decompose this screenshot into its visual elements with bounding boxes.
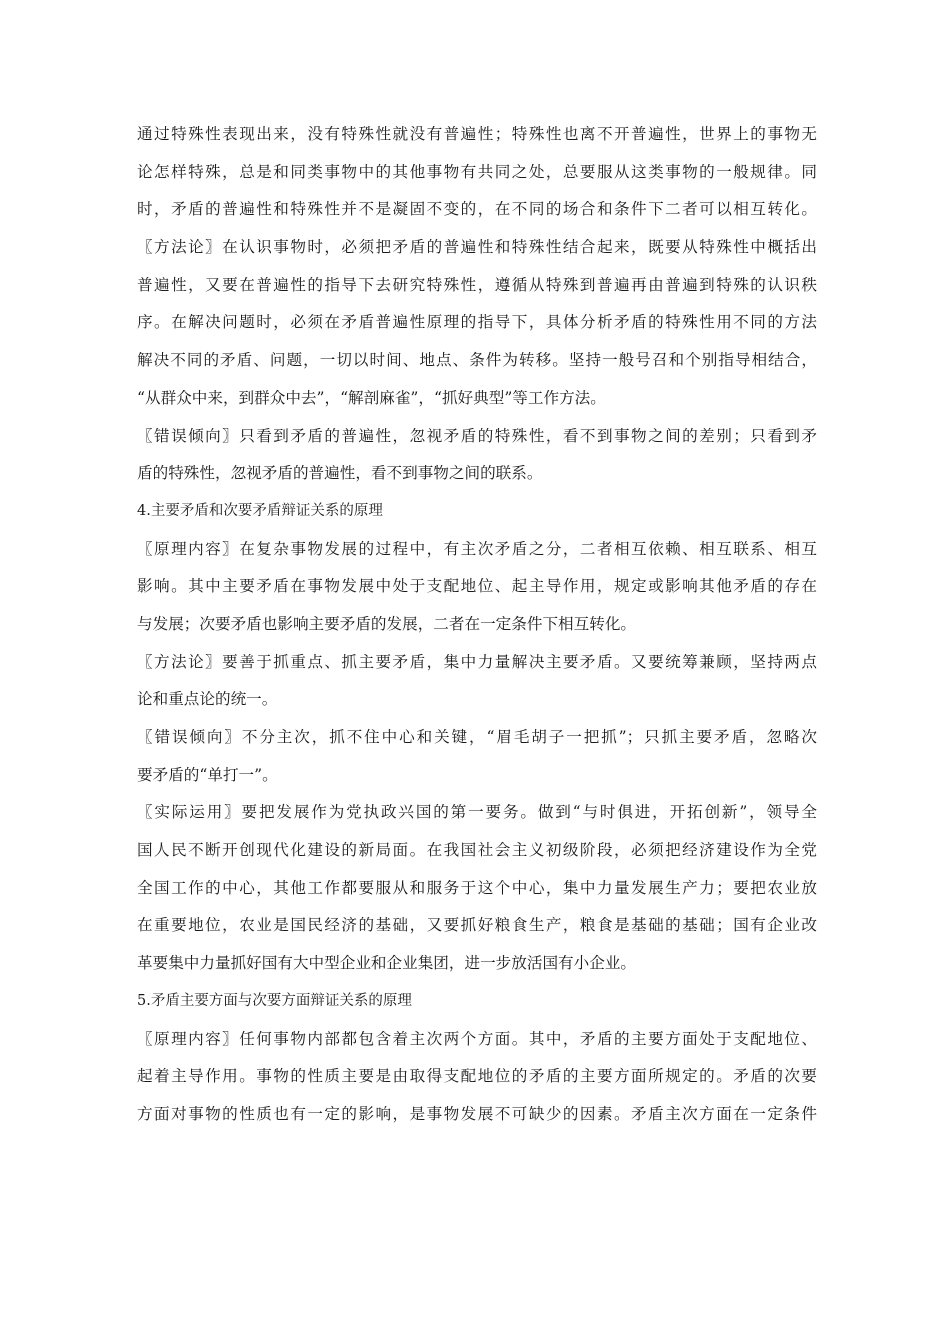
text-line: 论怎样特殊，总是和同类事物中的其他事物有共同之处，总要服从这类事物的一般规律。同 <box>137 162 817 181</box>
text-line: 盾的特殊性，忽视矛盾的普遍性，看不到事物之间的联系。 <box>137 464 543 483</box>
text-line: 〖原理内容〗在复杂事物发展的过程中，有主次矛盾之分，二者相互依赖、相互联系、相互 <box>137 539 817 558</box>
text-line: “从群众中来，到群众中去”，“解剖麻雀”，“抓好典型”等工作方法。 <box>137 388 606 407</box>
text-line: 普遍性，又要在普遍性的指导下去研究特殊性，遵循从特殊到普遍再由普遍到特殊的认识秩 <box>137 275 817 294</box>
text-line: 〖错误倾向〗只看到矛盾的普遍性，忽视矛盾的特殊性，看不到事物之间的差别；只看到矛 <box>137 426 817 445</box>
section-heading: 4.主要矛盾和次要矛盾辩证关系的原理 <box>137 502 383 519</box>
document-page <box>137 116 817 1134</box>
text-line: 序。在解决问题时，必须在矛盾普遍性原理的指导下，具体分析矛盾的特殊性用不同的方法 <box>137 313 817 332</box>
text-line: 方面对事物的性质也有一定的影响，是事物发展不可缺少的因素。矛盾主次方面在一定条件 <box>137 1104 817 1123</box>
text-line: 〖方法论〗在认识事物时，必须把矛盾的普遍性和特殊性结合起来，既要从特殊性中概括出 <box>137 238 817 257</box>
text-line: 革要集中力量抓好国有大中型企业和企业集团，进一步放活国有小企业。 <box>137 954 637 973</box>
text-line: 通过特殊性表现出来，没有特殊性就没有普遍性；特殊性也离不开普遍性，世界上的事物无 <box>137 125 817 143</box>
text-line: 在重要地位，农业是国民经济的基础，又要抓好粮食生产，粮食是基础的基础；国有企业改 <box>137 916 817 935</box>
section-heading: 5.矛盾主要方面与次要方面辩证关系的原理 <box>137 992 412 1009</box>
text-line: 〖错误倾向〗不分主次，抓不住中心和关键，“眉毛胡子一把抓”；只抓主要矛盾，忽略次 <box>137 728 817 746</box>
text-line: 〖方法论〗要善于抓重点、抓主要矛盾，集中力量解决主要矛盾。又要统筹兼顾，坚持两点 <box>137 652 817 671</box>
text-line: 影响。其中主要矛盾在事物发展中处于支配地位、起主导作用，规定或影响其他矛盾的存在 <box>137 577 817 596</box>
text-line: 起着主导作用。事物的性质主要是由取得支配地位的矛盾的主要方面所规定的。矛盾的次要 <box>137 1067 817 1086</box>
text-line: 〖原理内容〗任何事物内部都包含着主次两个方面。其中，矛盾的主要方面处于支配地位、 <box>137 1029 817 1048</box>
text-line: 要矛盾的“单打一”。 <box>137 765 278 784</box>
text-line: 论和重点论的统一。 <box>137 690 278 709</box>
text-line: 全国工作的中心，其他工作都要服从和服务于这个中心，集中力量发展生产力；要把农业放 <box>137 878 817 897</box>
text-line: 与发展；次要矛盾也影响主要矛盾的发展，二者在一定条件下相互转化。 <box>137 614 637 633</box>
text-line: 解决不同的矛盾、问题，一切以时间、地点、条件为转移。坚持一般号召和个别指导相结合， <box>137 351 817 370</box>
text-line: 时，矛盾的普遍性和特殊性并不是凝固不变的，在不同的场合和条件下二者可以相互转化。 <box>137 200 817 219</box>
text-line: 〖实际运用〗要把发展作为党执政兴国的第一要务。做到“与时俱进，开拓创新”，领导全 <box>137 803 817 822</box>
text-line: 国人民不断开创现代化建设的新局面。在我国社会主义初级阶段，必须把经济建设作为全党 <box>137 841 817 860</box>
